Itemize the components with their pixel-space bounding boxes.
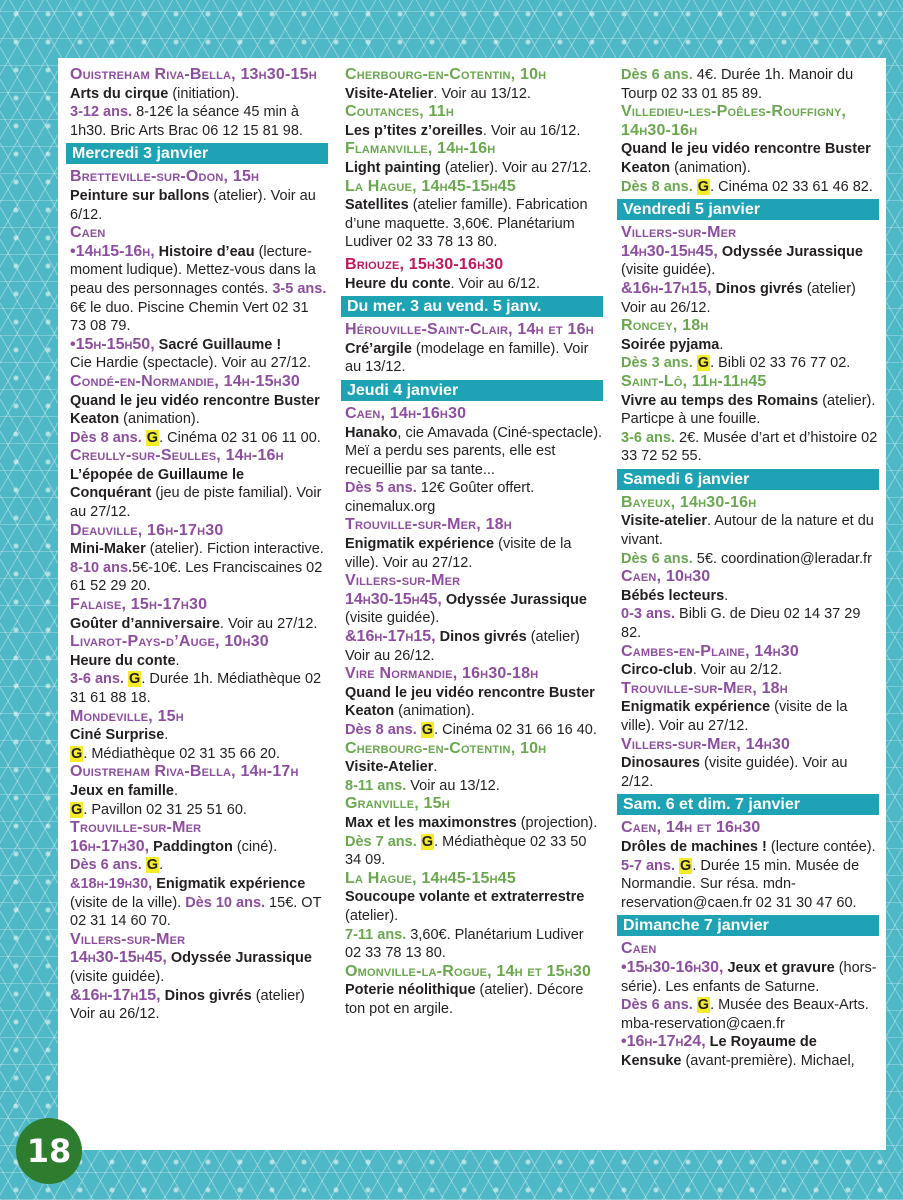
age-label: 8-10 ans. <box>70 559 133 576</box>
event-info: 6€ le duo. Piscine Chemin Vert 02 31 73 08 79. <box>70 299 309 335</box>
event-body <box>345 159 603 178</box>
event-text: . <box>175 652 180 669</box>
day-header: Du mer. 3 au vend. 5 janv. <box>341 296 603 317</box>
event-text: . Voir au 6/12. <box>450 275 541 292</box>
free-badge: G <box>697 997 710 1014</box>
event-body <box>70 949 328 986</box>
event-info: . Médiathèque 02 33 50 34 09. <box>345 833 587 869</box>
event-text: , cie Amavada (Ciné-spectacle). Meï a perdu ses parents, elle est recueillie par sa tante... <box>345 424 603 478</box>
event-heading: Ouistreham Riva-Bella, 14h-17h <box>70 763 299 781</box>
age-label: 0-3 ans. <box>621 606 675 623</box>
event-heading: Vire Normandie, 16h30-18h <box>345 665 539 683</box>
event-time: &16h-17h15, <box>70 986 161 1004</box>
event-time: •16h-17h24, <box>621 1033 706 1051</box>
column-2 <box>345 66 603 1019</box>
event-heading: Trouville-sur-Mer, 18h <box>621 679 788 697</box>
event-text: (atelier). Voir au 6/12. <box>70 187 316 223</box>
event-heading: Villedieu-les-Poêles-Rouffigny, 14h30-16h <box>621 103 847 139</box>
event-heading: Villers-sur-Mer <box>621 224 737 242</box>
event-text: (lecture contée). <box>766 838 876 855</box>
age-label: Dès 10 ans. <box>181 894 266 911</box>
event-info: . <box>159 857 164 874</box>
event-text: (visite guidée). <box>621 262 716 279</box>
event-body <box>70 726 328 763</box>
event-title: Hanako <box>345 424 398 441</box>
event-info: 12€ Goûter offert. cinemalux.org <box>345 480 535 515</box>
column-3 <box>621 66 879 1071</box>
event-info: . Cinéma 02 31 06 11 00. <box>159 429 321 446</box>
event-info: . Bibli 02 33 76 77 02. <box>710 355 851 372</box>
event-title: Soirée pyjama <box>621 336 720 353</box>
age-label: 7-11 ans. <box>345 926 407 943</box>
event-text: (animation). <box>394 703 475 720</box>
event-body <box>70 615 328 634</box>
event-heading: Caen, 14h et 16h30 <box>621 819 761 837</box>
event-title: Vivre au temps des Romains <box>621 392 819 409</box>
event-title: Jeux et gravure <box>723 959 835 976</box>
event-text: (ciné). <box>232 838 278 855</box>
event-text: (modelage en famille). Voir au 13/12. <box>345 340 589 376</box>
event-title: Les p’tites z’oreilles <box>345 122 483 139</box>
event-title: Bébés lecteurs <box>621 587 725 604</box>
event-body <box>345 684 603 740</box>
event-text: (atelier). Fiction interactive. <box>145 541 324 558</box>
event-title: Enigmatik expérience <box>345 536 495 553</box>
event-time: &16h-17h15, <box>345 628 436 646</box>
event-text: . Voir au 16/12. <box>482 122 581 139</box>
event-title: Histoire d’eau <box>154 243 255 260</box>
event-info: Cie Hardie (spectacle). Voir au 27/12. <box>70 355 311 372</box>
age-label: Dès 7 ans. <box>345 833 417 850</box>
event-title: Satellites <box>345 197 409 214</box>
event-body <box>621 512 879 568</box>
event-body <box>345 424 603 517</box>
event-body <box>345 628 603 665</box>
event-body <box>621 66 879 103</box>
event-time: •15h-15h50, <box>70 335 155 353</box>
page-number: 18 <box>16 1118 82 1184</box>
day-header: Vendredi 5 janvier <box>617 199 879 220</box>
event-info: 15€. OT 02 31 14 60 70. <box>70 894 322 930</box>
event-heading: Hérouville-Saint-Clair, 14h et 16h <box>345 321 594 339</box>
event-body <box>345 122 603 141</box>
event-heading: La Hague, 14h45-15h45 <box>345 177 516 195</box>
event-text: (atelier famille). Fabrication d’une maquette. 3,60€. Planétarium Ludiver 02 33 78 13 80. <box>345 197 588 251</box>
event-body <box>345 535 603 572</box>
event-title: Dinosaures <box>621 755 700 772</box>
event-info: . Durée 15 min. Musée de Normandie. Sur résa. mdn-reservation@caen.fr 02 31 30 47 60. <box>621 857 860 911</box>
event-title: Le Royaume de Kensuke <box>621 1034 817 1069</box>
event-body <box>70 875 328 931</box>
event-info: . Pavillon 02 31 25 51 60. <box>83 801 247 818</box>
event-body <box>70 243 328 336</box>
event-title: Poterie néolithique <box>345 982 476 999</box>
event-text: (atelier). <box>345 907 399 924</box>
event-time: 14h30-15h45, <box>70 949 167 967</box>
event-body <box>345 196 603 252</box>
free-badge: G <box>146 857 159 874</box>
event-text: (atelier) Voir au 26/12. <box>70 987 305 1023</box>
event-body <box>70 838 328 875</box>
event-text: . <box>719 336 724 353</box>
event-body <box>70 187 328 224</box>
event-heading: Flamanville, 14h-16h <box>345 140 496 158</box>
event-text: . Voir au 2/12. <box>692 662 783 679</box>
event-text: (atelier) Voir au 26/12. <box>345 629 580 664</box>
event-time: 14h30-15h45, <box>621 242 718 260</box>
event-heading: Caen <box>621 940 657 958</box>
event-body <box>621 661 879 680</box>
event-title: Peinture sur ballons <box>70 187 210 204</box>
event-title: Light painting <box>345 159 441 176</box>
event-text: (visite guidée). <box>345 610 440 627</box>
day-header: Mercredi 3 janvier <box>66 143 328 164</box>
event-body <box>621 243 879 280</box>
event-heading: Villers-sur-Mer <box>70 930 186 948</box>
event-heading: Trouville-sur-Mer, 18h <box>345 516 512 534</box>
event-heading: Omonville-la-Rogue, 14h et 15h30 <box>345 962 592 980</box>
event-info: 2€. Musée d’art et d’histoire 02 33 72 52 55. <box>621 429 878 465</box>
event-heading: Cherbourg-en-Cotentin, 10h <box>345 66 547 83</box>
event-text: (atelier). Particpe à une fouille. <box>621 392 876 428</box>
event-text: (visite de la ville). Voir au 27/12. <box>345 536 572 571</box>
age-label: Dès 8 ans. <box>345 722 417 738</box>
event-body <box>621 754 879 791</box>
event-body <box>345 814 603 870</box>
event-body <box>345 981 603 1018</box>
age-label: Dès 3 ans. <box>621 355 693 372</box>
event-time: •15h30-16h30, <box>621 958 724 976</box>
event-text: (atelier). Voir au 27/12. <box>440 159 592 176</box>
age-label: Dès 6 ans. <box>621 997 693 1014</box>
event-body <box>70 987 328 1024</box>
event-title: Cré’argile <box>345 340 412 357</box>
event-title: Quand le jeu vidéo rencontre Buster Keaton <box>345 684 595 720</box>
event-title: Paddington <box>149 838 233 855</box>
age-label: Dès 6 ans. <box>621 67 693 83</box>
event-heading: Ouistreham Riva-Bella, 13h30-15h <box>70 66 317 83</box>
day-header: Samedi 6 janvier <box>617 469 879 490</box>
event-time: &16h-17h15, <box>621 279 712 297</box>
event-heading: Briouze, 15h30-16h30 <box>345 255 504 273</box>
event-text: (visite guidée). Voir au 2/12. <box>621 755 848 790</box>
event-text: (visite guidée). <box>70 968 165 985</box>
event-text: . Voir au 27/12. <box>219 615 318 632</box>
event-title: Visite-Atelier <box>345 759 434 776</box>
event-body <box>70 540 328 596</box>
age-label: 8-11 ans. <box>345 777 407 794</box>
event-heading: Creully-sur-Seulles, 14h-16h <box>70 447 284 465</box>
event-title: Visite-atelier <box>621 513 707 530</box>
event-title: Jeux en famille <box>70 782 174 799</box>
event-info: . Cinéma 02 31 66 16 40. <box>434 722 597 738</box>
event-time: 14h30-15h45, <box>345 590 442 608</box>
event-title: Drôles de machines ! <box>621 838 767 855</box>
age-label: 3-12 ans. <box>70 104 133 121</box>
event-heading: Caen <box>70 224 106 242</box>
event-title: Visite-Atelier <box>345 85 434 102</box>
event-body <box>345 340 603 377</box>
free-badge: G <box>697 355 710 372</box>
event-heading: Saint-Lô, 11h-11h45 <box>621 372 767 390</box>
event-info: . Musée des Beaux-Arts. mba-reservation@caen.fr <box>621 997 869 1032</box>
event-text: (lecture-moment ludique). Mettez-vous dans la peau des personnages contés. <box>70 243 316 297</box>
event-heading: Cambes-en-Plaine, 14h30 <box>621 642 799 660</box>
age-label: 5-7 ans. <box>621 857 675 874</box>
event-heading: Trouville-sur-Mer <box>70 819 202 837</box>
age-label: Dès 6 ans. <box>621 550 693 567</box>
event-time: 16h-17h30, <box>70 837 150 855</box>
event-title: Arts du cirque <box>70 85 169 102</box>
event-body <box>621 587 879 643</box>
column-1 <box>70 66 328 1024</box>
event-time: •14h15-16h, <box>70 242 155 260</box>
event-info: 3,60€. Planétarium Ludiver 02 33 78 13 80. <box>345 926 584 962</box>
event-info: 5€. coordination@leradar.fr <box>692 550 872 567</box>
event-title: Circo-club <box>621 662 693 679</box>
event-body <box>70 336 328 373</box>
event-body <box>621 140 879 196</box>
event-heading: Cherbourg-en-Cotentin, 10h <box>345 739 547 757</box>
event-title: Quand le jeu vidéo rencontre Buster Keaton <box>70 392 320 428</box>
event-title: Mini-Maker <box>70 541 146 558</box>
event-heading: Livarot-Pays-d’Auge, 10h30 <box>70 633 269 651</box>
event-title: Enigmatik expérience <box>152 875 306 892</box>
event-time: &18h-19h30, <box>70 875 153 892</box>
event-text: . <box>433 759 438 776</box>
event-heading: Bayeux, 14h30-16h <box>621 493 757 511</box>
age-label: Dès 8 ans. <box>621 178 693 195</box>
event-text: (initiation). <box>168 85 240 102</box>
event-heading: Coutances, 11h <box>345 103 455 121</box>
free-badge: G <box>71 745 83 762</box>
event-title: Dinos givrés <box>160 987 252 1004</box>
free-badge: G <box>697 178 710 195</box>
event-title: Enigmatik expérience <box>621 699 771 716</box>
event-body <box>70 85 328 141</box>
free-badge: G <box>421 722 434 738</box>
event-body <box>345 275 603 294</box>
age-label: 3-5 ans. <box>268 280 327 297</box>
event-title: Odyssée Jurassique <box>441 591 587 608</box>
event-text: (animation). <box>119 411 200 428</box>
age-label: Dès 8 ans. <box>70 429 142 446</box>
day-header: Jeudi 4 janvier <box>341 380 603 401</box>
age-label: Dès 6 ans. <box>70 857 142 874</box>
event-body <box>621 392 879 466</box>
event-body <box>345 591 603 628</box>
event-heading: Villers-sur-Mer <box>345 572 461 590</box>
event-text: (visite de la ville). Voir au 27/12. <box>621 699 848 734</box>
event-heading: Roncey, 18h <box>621 317 709 335</box>
event-info: Voir au 13/12. <box>406 777 500 794</box>
event-heading: Condé-en-Normandie, 14h-15h30 <box>70 372 301 390</box>
event-info: 8-12€ la séance 45 min à 1h30. Bric Arts Brac 06 12 15 81 98. <box>70 104 303 139</box>
event-body <box>345 758 603 795</box>
event-body <box>70 782 328 819</box>
event-body <box>621 280 879 317</box>
event-heading: La Hague, 14h45-15h45 <box>345 869 516 887</box>
event-title: Dinos givrés <box>711 280 803 297</box>
age-label: 3-6 ans. <box>70 671 124 688</box>
event-title: Ciné Surprise <box>70 727 165 744</box>
free-badge: G <box>146 429 159 446</box>
event-info: . Durée 1h. Médiathèque 02 31 61 88 18. <box>70 671 322 706</box>
event-heading: Caen, 14h-16h30 <box>345 404 467 422</box>
event-text: . Voir au 13/12. <box>433 85 531 102</box>
event-body <box>70 392 328 448</box>
event-body <box>70 652 328 708</box>
event-title: Goûter d’anniversaire <box>70 615 220 632</box>
event-title: Odyssée Jurassique <box>717 243 863 260</box>
age-label: 3-6 ans. <box>621 429 675 446</box>
event-body <box>621 336 879 373</box>
event-text: . <box>173 782 178 799</box>
event-text: (jeu de piste familial). Voir au 27/12. <box>70 485 322 521</box>
day-header: Dimanche 7 janvier <box>617 915 879 936</box>
event-heading: Caen, 10h30 <box>621 568 711 586</box>
event-heading: Granville, 15h <box>345 795 450 813</box>
day-header: Sam. 6 et dim. 7 janvier <box>617 794 879 815</box>
event-title: Odyssée Jurassique <box>166 950 312 967</box>
event-body <box>621 698 879 735</box>
event-title: Quand le jeu vidéo rencontre Buster Keaton <box>621 141 871 176</box>
event-text: (hors-série). Les enfants de Saturne. <box>621 959 877 995</box>
free-badge: G <box>680 857 692 874</box>
free-badge: G <box>129 671 141 688</box>
event-body <box>621 959 879 1033</box>
event-info: 4€. Durée 1h. Manoir du Tourp 02 33 01 85 89. <box>621 67 854 102</box>
event-title: Sacré Guillaume ! <box>154 336 282 353</box>
event-text: (avant-première). Michael, <box>681 1052 855 1069</box>
event-body <box>621 1033 879 1070</box>
event-info: 5€-10€. Les Franciscaines 02 61 52 29 20. <box>70 559 323 595</box>
event-info: . Médiathèque 02 31 35 66 20. <box>83 745 280 762</box>
event-heading: Villers-sur-Mer, 14h30 <box>621 735 791 753</box>
event-info: Bibli G. de Dieu 02 14 37 29 82. <box>621 606 861 642</box>
event-title: Max et les maximonstres <box>345 814 517 831</box>
event-info: . Cinéma 02 33 61 46 82. <box>710 178 873 195</box>
event-text: (atelier). Décore ton pot en argile. <box>345 982 584 1017</box>
age-label: Dès 5 ans. <box>345 480 417 497</box>
event-heading: Mondeville, 15h <box>70 707 184 725</box>
event-text: . <box>164 727 169 744</box>
event-body <box>621 838 879 912</box>
free-badge: G <box>421 833 434 850</box>
event-heading: Deauville, 16h-17h30 <box>70 521 224 539</box>
event-text: (visite de la ville). <box>70 894 182 911</box>
free-badge: G <box>71 801 83 818</box>
event-heading: Falaise, 15h-17h30 <box>70 596 208 614</box>
event-title: Dinos givrés <box>435 629 527 646</box>
event-title: Heure du conte <box>70 652 176 669</box>
event-title: L’épopée de Guillaume le Conquérant <box>70 466 245 502</box>
event-text: (animation). <box>670 159 751 176</box>
event-title: Soucoupe volante et extraterrestre <box>345 889 585 906</box>
event-text: . <box>724 587 729 604</box>
event-title: Heure du conte <box>345 275 451 292</box>
event-text: (atelier) Voir au 26/12. <box>621 280 856 316</box>
event-body <box>345 85 603 104</box>
event-text: . Autour de la nature et du vivant. <box>621 513 874 549</box>
event-heading: Bretteville-sur-Odon, 15h <box>70 168 260 186</box>
event-body <box>345 888 603 962</box>
event-text: (projection). <box>516 814 598 831</box>
event-body <box>70 466 328 522</box>
